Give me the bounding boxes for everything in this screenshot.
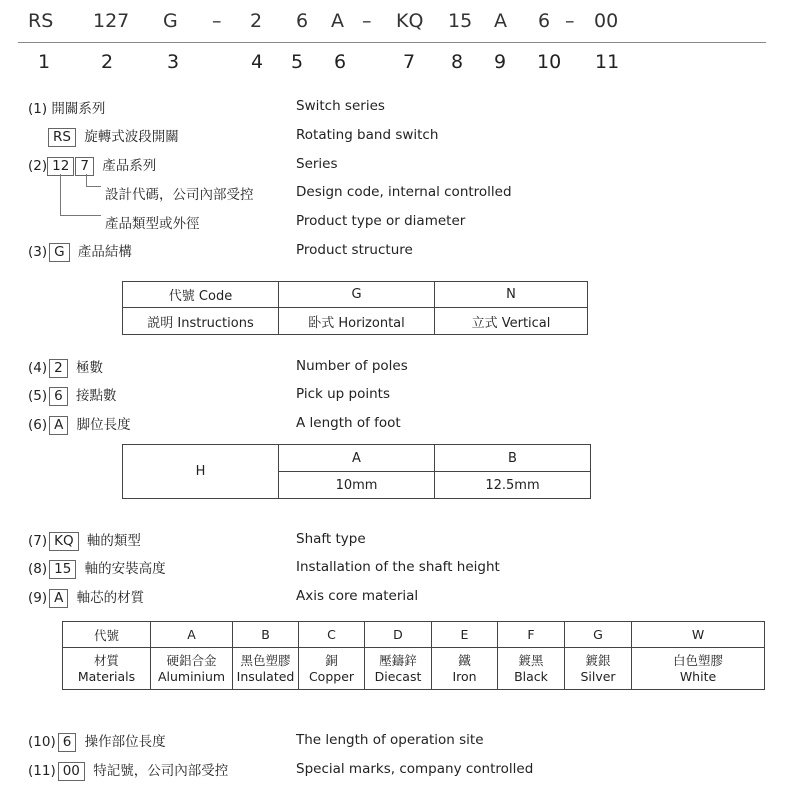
table-cell: 説明 Instructions <box>123 308 279 335</box>
item-2b-label: 產品類型或外徑 <box>105 216 200 232</box>
item-5-label <box>28 384 117 406</box>
code-6b: 6 <box>538 10 551 32</box>
code-box: G <box>49 243 69 262</box>
material-table <box>62 621 765 690</box>
item-3-label <box>28 240 132 262</box>
item-9-label <box>28 586 144 608</box>
item-3-en: Product structure <box>296 242 413 258</box>
item-11-en: Special marks, company controlled <box>296 761 534 777</box>
item-zh: 軸的類型 <box>86 533 141 549</box>
cell-en: Silver <box>580 668 616 684</box>
item-2-label <box>28 154 156 176</box>
item-zh: 特記號，公司內部受控 <box>93 763 229 779</box>
code-box: A <box>49 589 68 608</box>
item-10-en: The length of operation site <box>296 732 484 748</box>
code-6: 6 <box>296 10 309 32</box>
code-g: G <box>163 10 178 32</box>
table-cell <box>299 648 365 690</box>
table-cell: 卧式 Horizontal <box>279 308 435 335</box>
item-6-en: A length of foot <box>296 415 401 431</box>
cell-en: Copper <box>308 668 355 684</box>
item-zh: 產品結構 <box>77 244 132 260</box>
item-zh: 脚位長度 <box>76 417 131 433</box>
table-cell: G <box>565 622 632 648</box>
item-prefix: (6) <box>28 417 48 433</box>
table-cell: N <box>435 282 588 308</box>
position-number: 11 <box>595 51 620 73</box>
table-cell <box>632 648 765 690</box>
position-number: 1 <box>38 51 51 73</box>
position-number: 7 <box>403 51 416 73</box>
item-4-en: Number of poles <box>296 358 408 374</box>
item-1-sub-label <box>48 125 179 147</box>
position-number: 2 <box>101 51 114 73</box>
cell-zh: 材質 <box>93 652 119 668</box>
item-prefix: (1) <box>28 101 48 117</box>
code-box: 2 <box>49 359 68 378</box>
position-number: 5 <box>291 51 304 73</box>
table-cell: D <box>365 622 432 648</box>
structure-table <box>122 281 588 335</box>
code-box: KQ <box>49 532 78 551</box>
item-2a-en: Design code, internal controlled <box>296 184 512 200</box>
item-1-sub-en: Rotating band switch <box>296 127 439 143</box>
cell-en: White <box>679 668 717 684</box>
code-2: 2 <box>250 10 263 32</box>
item-zh: 旋轉式波段開關 <box>84 129 179 145</box>
item-1-label <box>28 97 105 117</box>
position-number: 8 <box>451 51 464 73</box>
table-cell: 12.5mm <box>435 472 591 499</box>
code-dash-2: – <box>362 10 372 32</box>
table-cell: A <box>279 445 435 472</box>
item-8-en: Installation of the shaft height <box>296 559 500 575</box>
cell-en: Aluminium <box>157 668 226 684</box>
item-7-label <box>28 529 141 551</box>
item-2a-label: 設計代碼，公司內部受控 <box>105 187 254 203</box>
cell-en: Insulated <box>236 668 295 684</box>
position-number: 10 <box>537 51 562 73</box>
table-cell <box>432 648 498 690</box>
code-box: A <box>49 416 68 435</box>
table-cell: C <box>299 622 365 648</box>
item-zh: 軸的安裝高度 <box>84 561 166 577</box>
table-cell <box>151 648 233 690</box>
item-9-en: Axis core material <box>296 588 419 604</box>
item-zh: 操作部位長度 <box>84 734 166 750</box>
table-cell <box>498 648 565 690</box>
table-cell: E <box>432 622 498 648</box>
code-box: 00 <box>58 762 85 781</box>
code-rs: RS <box>28 10 54 32</box>
cell-zh: 白色塑膠 <box>672 652 723 668</box>
table-cell: 10mm <box>279 472 435 499</box>
table-cell: A <box>151 622 233 648</box>
item-prefix: (8) <box>28 561 48 577</box>
table-cell: G <box>279 282 435 308</box>
cell-en: Materials <box>77 668 136 684</box>
position-number: 4 <box>251 51 264 73</box>
item-2b-en: Product type or diameter <box>296 213 466 229</box>
item-8-label <box>28 557 166 579</box>
table-cell: 立式 Vertical <box>435 308 588 335</box>
code-a2: A <box>494 10 507 32</box>
position-number: 3 <box>167 51 180 73</box>
cell-zh: 壓鑄鋅 <box>379 652 417 668</box>
item-zh: 極數 <box>76 360 104 376</box>
code-box: 7 <box>75 157 94 176</box>
item-1-en: Switch series <box>296 98 385 114</box>
cell-en: Black <box>514 668 548 684</box>
code-box: 12 <box>47 157 74 176</box>
code-box: 15 <box>49 560 76 579</box>
cell-zh: 銅 <box>325 652 338 668</box>
item-prefix: (3) <box>28 244 48 260</box>
item-zh: 接點數 <box>76 388 117 404</box>
code-dash-1: – <box>212 10 222 32</box>
item-6-label <box>28 413 131 435</box>
cell-zh: 硬鋁合金 <box>166 652 217 668</box>
item-prefix: (11) <box>28 763 56 779</box>
cell-zh: 黑色塑膠 <box>240 652 291 668</box>
code-a: A <box>331 10 344 32</box>
cell-zh: 鐵 <box>458 652 471 668</box>
table-cell: 代號 Code <box>123 282 279 308</box>
item-4-label <box>28 356 103 378</box>
code-box: RS <box>48 128 76 147</box>
item-11-label <box>28 759 228 781</box>
table-cell <box>565 648 632 690</box>
item-2-en: Series <box>296 156 338 172</box>
item-10-label <box>28 730 166 752</box>
item-prefix: (7) <box>28 533 48 549</box>
tree-connector <box>60 174 101 216</box>
table-cell: B <box>233 622 299 648</box>
item-prefix: (2) <box>28 158 48 174</box>
position-number: 6 <box>334 51 347 73</box>
item-prefix: (5) <box>28 388 48 404</box>
table-cell: B <box>435 445 591 472</box>
code-kq: KQ <box>396 10 424 32</box>
table-cell <box>233 648 299 690</box>
code-box: 6 <box>49 387 68 406</box>
item-zh: 產品系列 <box>102 158 157 174</box>
code-00: 00 <box>594 10 619 32</box>
item-prefix: (4) <box>28 360 48 376</box>
table-cell <box>365 648 432 690</box>
table-cell: 代號 <box>63 622 151 648</box>
table-cell: W <box>632 622 765 648</box>
item-prefix: (9) <box>28 590 48 606</box>
code-dash-3: – <box>565 10 575 32</box>
item-7-en: Shaft type <box>296 531 366 547</box>
item-5-en: Pick up points <box>296 386 391 402</box>
cell-en: Iron <box>452 668 477 684</box>
table-cell <box>63 648 151 690</box>
foot-length-table <box>122 444 591 499</box>
cell-zh: 鍍銀 <box>585 652 611 668</box>
item-zh: 開關系列 <box>51 101 106 117</box>
item-zh: 軸芯的材質 <box>76 590 145 606</box>
cell-zh: 鍍黑 <box>518 652 544 668</box>
cell-en: Diecast <box>374 668 422 684</box>
table-cell: F <box>498 622 565 648</box>
code-15: 15 <box>448 10 473 32</box>
code-127: 127 <box>93 10 130 32</box>
item-prefix: (10) <box>28 734 56 750</box>
table-cell: H <box>123 445 279 499</box>
position-number: 9 <box>494 51 507 73</box>
header-divider <box>18 42 766 43</box>
code-box: 6 <box>58 733 77 752</box>
